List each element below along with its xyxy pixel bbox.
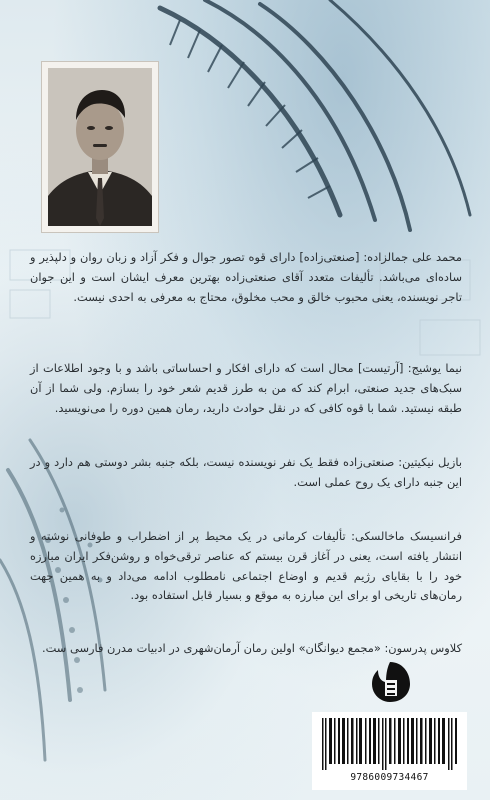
quote-basil-nikitine: بازیل نیکیتین: صنعتی‌زاده فقط یک نفر نویسنده نیست، بلکه جنبه بشر دوستی هم دارد و در این جنبه دارای یک روح عملی است.: [30, 455, 462, 489]
isbn-barcode: [318, 718, 461, 770]
publisher-logo-icon: [368, 660, 412, 704]
quote-nima-yushij: نیما یوشیج: [آرتیست] محال است که دارای افکار و احساساتی باشد و با وجود اطلاعات از سبک‌های جدید صنعتی، ابرام کند که من به طرز قدیم شعر خود را بسازم. ولی شما از آن طبقه نیستید. شما با قوه کافی که در نقل حوادث دارید، رمان همین دوره را می‌نویسید.: [30, 361, 462, 415]
author-portrait-photo: [42, 62, 158, 232]
author-portrait-image: [48, 68, 152, 226]
isbn-number: 9786009734467: [350, 772, 429, 783]
quote-claus-pedersen: کلاوس پدرسون: «مجمع دیوانگان» اولین رمان آرمان‌شهری در ادبیات مدرن فارسی ست.: [41, 641, 462, 656]
quote-franciszek-machalski: فرانسیسک ماخالسکی: تألیفات کرمانی در یک محیط پر از اضطراب و طوفانی نوشته و انتشار یافته است، یعنی در آغاز قرن بیستم که عناصر ترقی‌خواه و روشن‌فکر ایران مبارزه خود را با بقایای رژیم قدیم و اوضاع اجتماعی نامطلوب ادامه می‌داد و به همین جهت رمان‌های تاریخی او برای این مبارزه به موقع و بسیار قابل استفاده بود.: [30, 529, 462, 603]
quote-jamalzadeh: محمد علی جمالزاده: [صنعتی‌زاده] دارای قوه تصور جوال و فکر آزاد و زبان روان و دلپذیر و ساده‌ای می‌باشد. تألیفات متعدد آقای صنعتی‌زاده بهترین معرف ایشان است و این جوان تاجر نویسنده، یعنی محبوب خالق و محب مخلوق، محتاج به معرفی به احدی نیست.: [30, 250, 462, 304]
barcode-panel: [312, 712, 467, 790]
